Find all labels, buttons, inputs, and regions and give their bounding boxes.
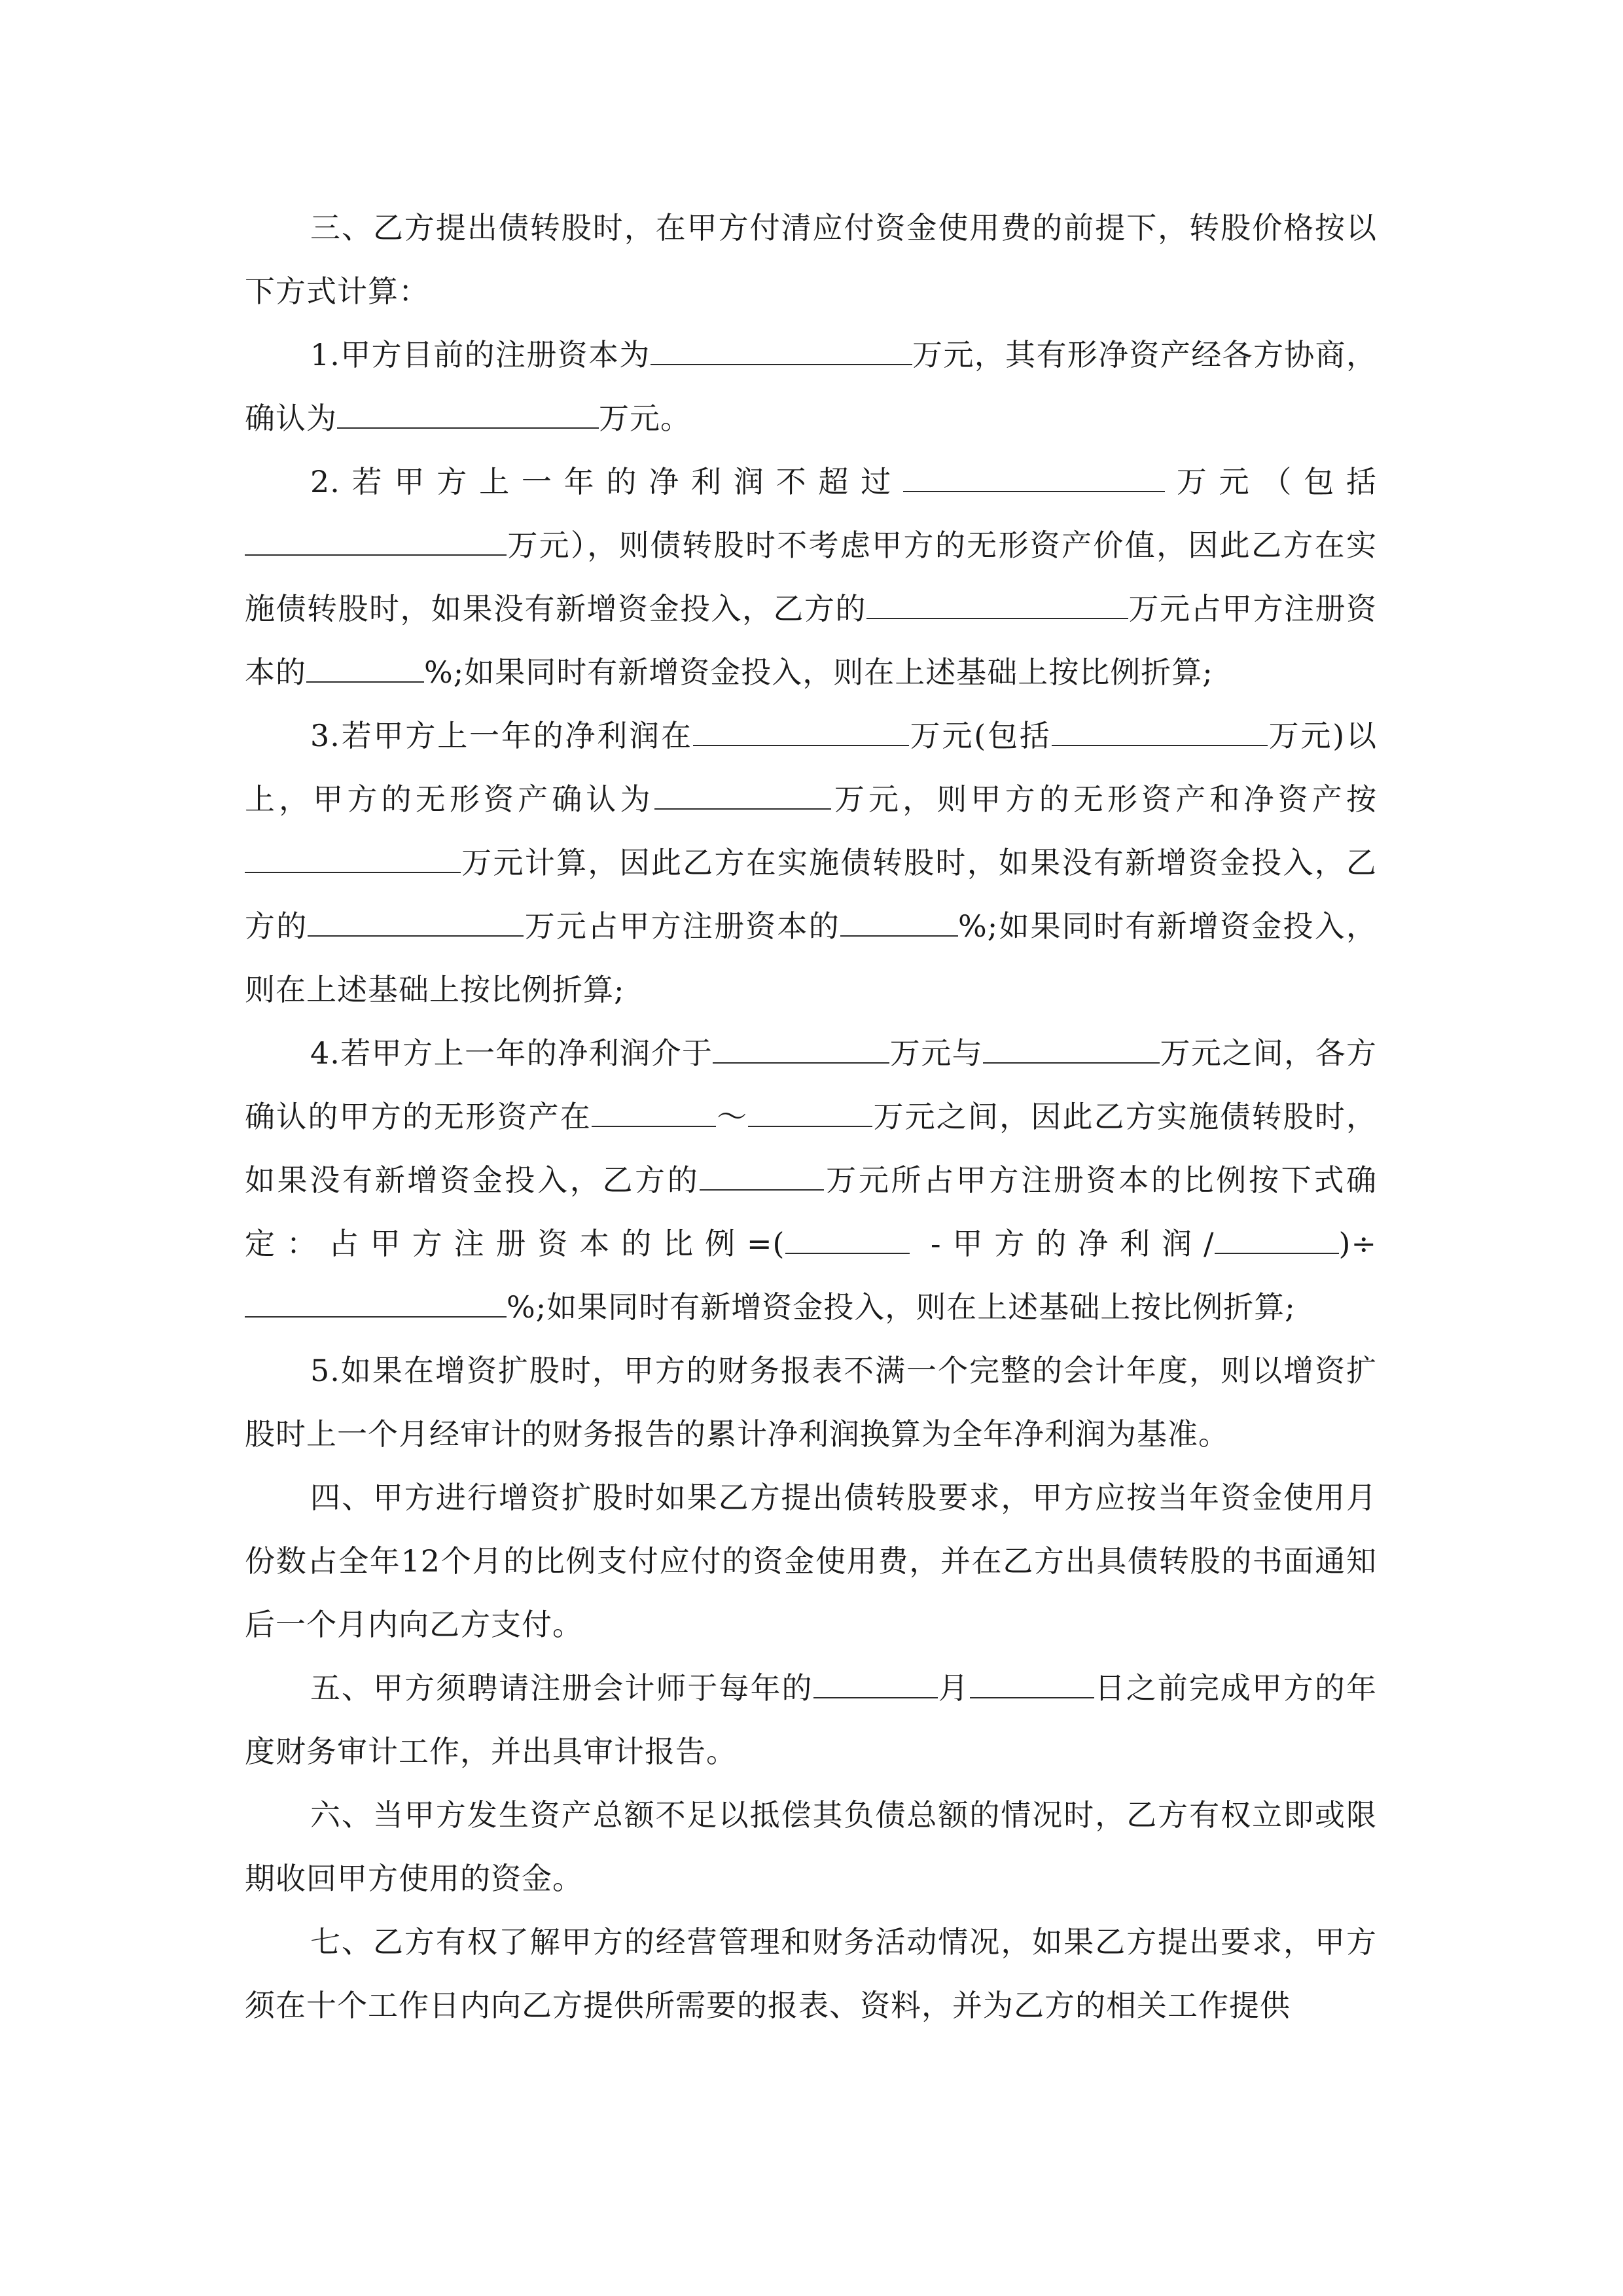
text: 万元），则债转股时不考虑甲方的无形资产价值，因此乙方在实施债转股时，如果没有新增资金投入，乙方的 [245, 528, 1377, 626]
text: 万元之间，因此乙方实施债转股时，如果没有新增资金投入，乙方的 [245, 1099, 1378, 1198]
text: %;如果同时有新增资金投入，则在上述基础上按比例折算; [245, 908, 1377, 1007]
text: 万元)以上，甲方的无形资产确认为 [245, 718, 1378, 817]
fill-blank-including-amount[interactable] [1052, 712, 1268, 746]
text: 1.甲方目前的注册资本为 [310, 337, 651, 372]
text: -甲方的净利润/ [909, 1226, 1215, 1261]
fill-blank-day[interactable] [970, 1664, 1094, 1698]
text: %;如果同时有新增资金投入，则在上述基础上按比例折算; [507, 1289, 1296, 1325]
text: 五、甲方须聘请注册会计师于每年的 [310, 1670, 813, 1706]
fill-blank-party-b-amount[interactable] [700, 1157, 824, 1191]
text: )÷ [1338, 1226, 1377, 1261]
fill-blank-party-b-amount[interactable] [866, 585, 1128, 619]
text: ～ [715, 1099, 749, 1134]
fill-blank-confirmed-amount[interactable] [337, 395, 599, 429]
fill-blank-formula-divisor[interactable] [245, 1283, 507, 1318]
clause-6 [245, 1784, 1377, 1910]
clause-3-item-5 [245, 1339, 1377, 1466]
text: 万元占甲方注册资本的 [524, 908, 841, 944]
clause-5 [245, 1657, 1377, 1784]
fill-blank-including-amount[interactable] [245, 522, 507, 556]
text: 万元（包括 [1165, 464, 1378, 499]
fill-blank-profit-threshold[interactable] [693, 712, 909, 746]
text: 万元占甲方注册资本的 [245, 591, 1377, 690]
clause-3-item-2 [245, 450, 1377, 704]
fill-blank-formula-term-b[interactable] [1215, 1220, 1339, 1254]
fill-blank-intangible-assets[interactable] [654, 776, 831, 810]
text: %;如果同时有新增资金投入，则在上述基础上按比例折算; [424, 655, 1213, 690]
fill-blank-profit-lower[interactable] [713, 1030, 889, 1064]
fill-blank-month[interactable] [813, 1664, 938, 1698]
text: 万元与 [889, 1035, 984, 1071]
text: 日之前完成甲方的年度财务审计工作，并出具审计报告。 [245, 1670, 1378, 1769]
fill-blank-profit-limit[interactable] [903, 458, 1165, 492]
clause-3-item-1 [245, 323, 1377, 450]
text: 3.若甲方上一年的净利润在 [310, 718, 693, 753]
text: 万元(包括 [908, 718, 1052, 753]
text: 六、当甲方发生资产总额不足以抵偿其负债总额的情况时，乙方有权立即或限期收回甲方使用的资金。 [245, 1797, 1377, 1896]
text: 2.若甲方上一年的净利润不超过 [310, 464, 904, 499]
fill-blank-profit-upper[interactable] [983, 1030, 1160, 1064]
text: 4.若甲方上一年的净利润介于 [310, 1035, 713, 1071]
clause-3 [245, 196, 1377, 323]
text: 四、甲方进行增资扩股时如果乙方提出债转股要求，甲方应按当年资金使用月份数占全年12个月的比例支付应付的资金使用费，并在乙方出具债转股的书面通知后一个月内向乙方支付。 [245, 1480, 1377, 1642]
fill-blank-total-assets[interactable] [245, 839, 461, 873]
text: 万元。 [599, 401, 691, 436]
clause-3-text: 三、乙方提出债转股时，在甲方付清应付资金使用费的前提下，转股价格按以下方式计算： [245, 210, 1377, 309]
fill-blank-party-b-amount[interactable] [308, 903, 524, 937]
text: 5.如果在增资扩股时，甲方的财务报表不满一个完整的会计年度，则以增资扩股时上一个月经审计的财务报告的累计净利润换算为全年净利润为基准。 [245, 1353, 1377, 1452]
text: 万元，其有形净资产经各方协商，确认为 [245, 337, 1378, 436]
fill-blank-registered-capital[interactable] [651, 331, 912, 365]
clause-3-item-4 [245, 1022, 1377, 1339]
text: 万元所占甲方注册资本的比例按下式确定：占甲方注册资本的比例=( [245, 1162, 1378, 1261]
text: 万元计算，因此乙方在实施债转股时，如果没有新增资金投入，乙方的 [245, 845, 1377, 944]
text: 万元，则甲方的无形资产和净资产按 [830, 781, 1378, 817]
fill-blank-percentage[interactable] [840, 903, 958, 937]
fill-blank-formula-term-a[interactable] [785, 1220, 910, 1254]
clause-4 [245, 1466, 1377, 1657]
text: 七、乙方有权了解甲方的经营管理和财务活动情况，如果乙方提出要求，甲方须在十个工作日内向乙方提供所需要的报表、资料，并为乙方的相关工作提供 [245, 1924, 1377, 2023]
fill-blank-percentage[interactable] [306, 649, 424, 683]
clause-7 [245, 1910, 1377, 2037]
text: 月 [937, 1670, 970, 1706]
fill-blank-intangible-lower[interactable] [592, 1093, 716, 1127]
clause-3-item-3 [245, 704, 1377, 1022]
text: 万元之间，各方确认的甲方的无形资产在 [245, 1035, 1378, 1134]
fill-blank-intangible-upper[interactable] [748, 1093, 872, 1127]
document-page [245, 196, 1377, 2037]
